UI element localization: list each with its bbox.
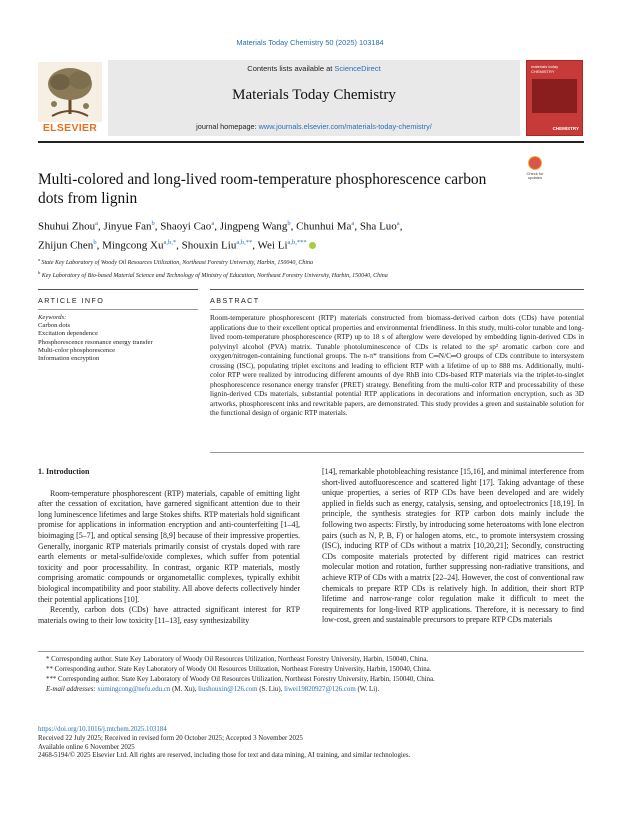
footnote-divider xyxy=(38,651,584,652)
divider xyxy=(210,452,584,453)
author-affiliation-mark[interactable]: a xyxy=(396,220,400,227)
journal-reference-link[interactable]: Materials Today Chemistry 50 (2025) 103184 xyxy=(236,38,384,47)
journal-homepage-link[interactable]: www.journals.elsevier.com/materials-today-chemistry/ xyxy=(258,122,432,131)
divider xyxy=(38,309,198,310)
author[interactable]: Shaoyi Cao xyxy=(160,220,212,233)
body-column-left xyxy=(38,467,300,626)
author-affiliation-mark[interactable]: b xyxy=(287,220,291,227)
check-for-updates-label: Check for updates xyxy=(526,171,544,181)
abstract-heading: ABSTRACT xyxy=(210,296,260,305)
publication-info xyxy=(38,726,584,761)
article-info-heading: ARTICLE INFO xyxy=(38,296,105,305)
keyword: Information encryption xyxy=(38,355,100,363)
authors-line-1: Shuhui Zhou$^a$, Jinyue Fan$^b$, Shaoyi Cao$^a$, Jingpeng Wang$^b$, Chunhui Ma$^a$, Sha Luo$^a$, xyxy=(38,220,403,233)
author-affiliation-mark[interactable]: b xyxy=(151,220,155,227)
publisher-name: ELSEVIER xyxy=(42,122,98,134)
affiliations xyxy=(38,255,584,281)
author[interactable]: Jinyue Fan xyxy=(103,220,152,233)
keyword: Phosphorescence resonance energy transfer xyxy=(38,338,153,346)
author[interactable]: Chunhui Ma xyxy=(296,220,352,233)
header-rule xyxy=(38,141,584,143)
cover-image xyxy=(532,79,577,113)
author[interactable]: Zhijun Chen xyxy=(38,239,94,252)
copyright-notice: 2468-5194/© 2025 Elsevier Ltd. All rights are reserved, including those for text and data mining, AI training, and similar technologies. xyxy=(38,752,411,760)
contents-prefix: Contents lists available at xyxy=(247,64,335,73)
affiliation-a-text: State Key Laboratory of Woody Oil Resources Utilization, Northeast Forestry University, Harbin, 150040, China xyxy=(41,260,313,266)
journal-cover-thumbnail xyxy=(526,60,583,136)
author-affiliation-mark[interactable]: a,b,* xyxy=(163,238,177,246)
footnote-corresponding-2: ** Corresponding author. State Key Laboratory of Woody Oil Resources Utilization, Northeast Forestry University, Harbin, 150040, China. xyxy=(46,666,432,674)
author[interactable]: Sha Luo xyxy=(359,220,397,233)
affiliation-a: $^a$ State Key Laboratory of Woody Oil Resources Utilization, Northeast Forestry University, Harbin, 150040, China xyxy=(38,257,313,266)
keyword: Excitation dependence xyxy=(38,330,98,338)
author[interactable]: Shuhui Zhou xyxy=(38,220,96,233)
keyword: Multi-color phosphorescence xyxy=(38,346,116,354)
author-affiliation-mark[interactable]: a xyxy=(351,220,355,227)
orcid-icon[interactable] xyxy=(309,242,316,249)
footnote-corresponding-3: *** Corresponding author. State Key Laboratory of Woody Oil Resources Utilization, Northeast Forestry University, Harbin, 150040, China. xyxy=(46,676,435,684)
email-owner: (S. Liu), xyxy=(257,686,285,694)
author-affiliation-mark[interactable]: a,b,** xyxy=(236,238,253,246)
introduction-heading: 1. Introduction xyxy=(38,467,90,476)
author-affiliation-mark[interactable]: a,b,*** xyxy=(287,238,307,246)
keywords-label: Keywords: xyxy=(38,314,67,321)
keyword: Carbon dots xyxy=(38,322,71,330)
footnote-corresponding-1: * Corresponding author. State Key Laboratory of Woody Oil Resources Utilization, Northeast Forestry University, Harbin, 150040, China. xyxy=(46,656,428,663)
author-affiliation-mark[interactable]: a xyxy=(211,220,215,227)
footnote-emails xyxy=(46,685,586,695)
author[interactable]: Wei Li xyxy=(257,239,288,252)
introduction-paragraph-2: Recently, carbon dots (CDs) have attracted significant interest for RTP materials owing to their low toxicity [11–13], easy synthesizability xyxy=(38,605,300,625)
introduction-paragraph-1: Room-temperature phosphorescent (RTP) materials, capable of emitting light after the cessation of excitation, have garnered significant attention due to their long luminescence lifetimes and large Stokes shifts. RTP materials hold significant promise for applications in information encryption and anti-counterfeiting [1–4], bioimaging [5–7], and optical sensing [8,9] because of their impressive properties. Generally, inorganic RTP materials primarily consist of crystals doped with rare earth elements or metal-sulfide/oxide complexes, which suffer from potential toxicity and poor processability. In contrast, organic RTP materials, mostly comprising aromatic compounds or organometallic complexes, typically exhibit biological incompatibility and poor stability. All above defects collectively hinder their potential applications [10]. xyxy=(38,488,300,604)
divider xyxy=(210,289,584,290)
author[interactable]: Mingcong Xu xyxy=(102,239,164,252)
homepage-prefix: journal homepage: xyxy=(196,122,259,131)
affiliation-b: $^b$ Key Laboratory of Bio-based Material Science and Technology of Ministry of Education, Northeast Forestry University, Harbin, 150040, China xyxy=(38,270,388,280)
received-dates: Received 22 July 2025; Received in revised form 20 October 2025; Accepted 3 November 2025 xyxy=(38,734,303,742)
emails-label: E-mail addresses: xyxy=(46,686,98,694)
journal-header xyxy=(38,60,584,138)
email-link[interactable]: liushouxin@126.com xyxy=(198,686,258,694)
author[interactable]: Jingpeng Wang xyxy=(219,220,288,233)
author-affiliation-mark[interactable]: b xyxy=(93,238,97,246)
author-affiliation-mark[interactable]: a xyxy=(95,220,99,227)
body-column-right xyxy=(322,467,584,626)
check-for-updates-icon xyxy=(528,156,542,170)
doi-link[interactable]: https://doi.org/10.1016/j.mtchem.2025.103184 xyxy=(38,726,167,733)
divider xyxy=(210,309,584,310)
author-list xyxy=(38,216,584,253)
abstract-text: Room-temperature phosphorescent (RTP) materials constructed from biomass-derived carbon dots (CDs) have potential applications due to their excellent optical properties and environmental friendliness. In this study, multi-color tunable and long-lived room-temperature phosphorescence (RTP) up to 18 s of afterglow were developed by embedding lignin-derived CDs in polyvinyl alcohol (PVA) matrix. Tunable photoluminescence of CDs is related to the sp² aromatic carbon core and oxygen/nitrogen-containing functional groups. The n-π* transitions from C═N/C═O groups of CDs contribute to intersystem crossing (ISC), populating triplet excitons and leading to efficient RTP with a lifetime of up to 888 ms. Additionally, multi-color RTP were realized by introducing different amounts of dye RhB into CDs-based RTP materials via the triplet-to-singlet phosphorescence resonance energy transfer (PRET) strategy. Benefiting from the multi-color RTP and processability of these lignin-derived CDs materials, substantial potential RTP applications in decorations and information encryption, such as 3D artworks, phosphorescent inks and rewritable papers, are demonstrated. This study provides a green and sustainable solution for the functional design of organic RTP materials. xyxy=(210,313,584,418)
journal-masthead xyxy=(108,60,520,136)
cover-title-text: materials today CHEMISTRY xyxy=(531,64,559,74)
sciencedirect-link[interactable]: ScienceDirect xyxy=(334,64,381,73)
article-title: Multi-colored and long-lived room-temperature phosphorescence carbon dots from lignin xyxy=(38,171,487,207)
cover-bottom-text: CHEMISTRY xyxy=(552,126,579,131)
available-online-date: Available online 6 November 2025 xyxy=(38,743,135,751)
check-for-updates-button[interactable] xyxy=(522,156,548,184)
email-link[interactable]: liwei19820927@126.com xyxy=(284,686,356,694)
journal-title: Materials Today Chemistry xyxy=(232,87,396,103)
contents-lists-line xyxy=(108,64,520,73)
authors-line-2: Zhijun Chen$^b$, Mingcong $Xu^{a,b,*}$, Shouxin Liu$^{a,b,**}$, Wei $Li^{a,b,***}$ xyxy=(38,235,584,254)
divider xyxy=(38,289,198,290)
footnotes xyxy=(46,655,586,695)
email-owner: (M. Xu), xyxy=(170,686,199,694)
author[interactable]: Shouxin Liu xyxy=(181,239,237,252)
introduction-paragraph-continued: [14], remarkable photobleaching resistance [15,16], and minimal interference from short-lived autofluorescence and scattered light [17]. Taking advantage of these unique properties, a series of RTP CDs have been developed and are widely applied in fields such as energy, catalysis, sensing, and optoelectronics [18,19]. In principle, the synthesis strategies for RTP carbon dots mainly include the following two aspects: Firstly, by introducing some heteroatoms with lone electron pairs (such as N, P, B, F) or halogen atoms, etc., to promote intersystem crossing (ISC), inducing RTP of CDs without a matrix [10,20,21]; Secondly, constructing CDs composite materials protected by different rigid matrices can restrict molecular motion and rotation, further suppressing non-radiative transitions, and achieve RTP of CDs with a matrix [22–24]. However, the cost of conventional raw chemicals to prepare RTP CDs is relatively high. In addition, their short RTP lifetime and narrow-range color regulation make it difficult to meet the requirements for long-lived RTP applications. Therefore, it is necessary to find low-cost, green and sustainable precursors to prepare RTP CDs materials xyxy=(322,467,584,625)
email-owner: (W. Li). xyxy=(355,686,380,694)
keywords-block xyxy=(38,314,198,363)
journal-homepage-line xyxy=(108,122,520,131)
affiliation-b-text: Key Laboratory of Bio-based Material Science and Technology of Ministry of Education, Northeast Forestry University, Harbin, 150040, China xyxy=(41,273,388,280)
email-link[interactable]: xumingcong@nefu.edu.cn xyxy=(97,686,171,694)
